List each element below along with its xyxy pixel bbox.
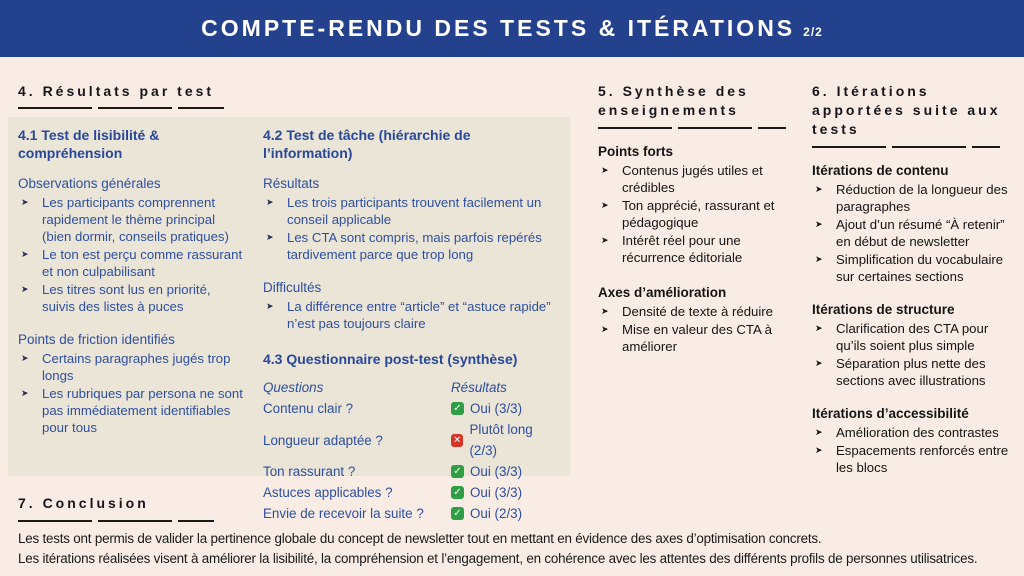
page-title: [201, 15, 823, 42]
list-item: [18, 385, 246, 436]
check-icon: ✓: [451, 486, 464, 499]
list-item: [18, 281, 246, 315]
arrow-bullet-icon: ➤: [601, 306, 609, 316]
list-item: [812, 251, 1012, 285]
result-text: Oui (3/3): [470, 485, 523, 500]
arrow-bullet-icon: ➤: [21, 249, 29, 259]
arrow-bullet-icon: ➤: [266, 301, 274, 311]
list-item-text: Les titres sont lus en priorité, suivis des listes à puces: [42, 282, 211, 314]
conclusion-line: Les tests ont permis de valider la pertinence globale du concept de newsletter tout en mettant en évidence des axes d’optimisation concrets.: [18, 531, 822, 546]
page-number: 2/2: [803, 25, 823, 39]
arrow-bullet-icon: ➤: [815, 219, 823, 229]
heading-4-2: 4.2 Test de tâche (hiérarchie de l’information): [263, 127, 471, 161]
arrow-bullet-icon: ➤: [815, 445, 823, 455]
section-6-title: 6. Itérations apportées suite aux tests: [812, 83, 1001, 137]
section-6-underline: [812, 146, 1000, 148]
questions-column-header: Questions: [263, 380, 324, 395]
section-7-underline: [18, 520, 214, 522]
arrow-bullet-icon: ➤: [815, 184, 823, 194]
list-item: [263, 229, 560, 263]
heading-4-1: 4.1 Test de lisibilité & compréhension: [18, 127, 160, 161]
header-bar: [0, 0, 1024, 57]
task-results-list: [263, 194, 560, 263]
group-label: Points de friction identifiés: [18, 332, 175, 347]
check-icon: ✓: [451, 402, 464, 415]
list-item: [263, 298, 560, 332]
question-text: Contenu clair ?: [263, 401, 354, 416]
list-item-text: Les rubriques par persona ne sont pas immédiatement identifiables pour tous: [42, 386, 243, 435]
list-item: [598, 321, 790, 355]
section-4-title: 4. Résultats par test: [18, 83, 215, 99]
friction-list: [18, 350, 246, 436]
arrow-bullet-icon: ➤: [266, 232, 274, 242]
arrow-bullet-icon: ➤: [815, 358, 823, 368]
arrow-bullet-icon: ➤: [601, 324, 609, 334]
list-item: [812, 181, 1012, 215]
page-title-text: COMPTE-RENDU DES TESTS & ITÉRATIONS: [201, 15, 796, 41]
list-item-text: Ajout d’un résumé “À retenir” en début de newsletter: [836, 217, 1005, 249]
section-4-results: [18, 82, 278, 109]
group-label: Points forts: [598, 144, 674, 159]
questionnaire-header-row: [263, 377, 560, 398]
list-item-text: Mise en valeur des CTA à améliorer: [622, 322, 773, 354]
result-text: Oui (3/3): [470, 464, 523, 479]
result-cell: [451, 461, 522, 482]
question-text: Envie de recevoir la suite ?: [263, 506, 424, 521]
list-item: [812, 320, 1012, 354]
arrow-bullet-icon: ➤: [815, 427, 823, 437]
content-iterations-list: [812, 181, 1012, 285]
list-item: [598, 303, 790, 320]
check-icon: ✓: [451, 465, 464, 478]
strong-points-list: [598, 162, 790, 266]
result-cell: [451, 398, 522, 419]
arrow-bullet-icon: ➤: [601, 200, 609, 210]
questionnaire-row: [263, 398, 560, 419]
list-item: [598, 197, 790, 231]
column-4-1: [18, 126, 246, 476]
cross-icon: ✕: [451, 434, 463, 447]
section-5-body: [598, 143, 790, 355]
list-item-text: Réduction de la longueur des paragraphes: [836, 182, 1008, 214]
result-text: Oui (3/3): [470, 401, 523, 416]
list-item-text: Espacements renforcés entre les blocs: [836, 443, 1009, 475]
arrow-bullet-icon: ➤: [21, 353, 29, 363]
list-item-text: Le ton est perçu comme rassurant et non culpabilisant: [42, 247, 243, 279]
section-5-title: 5. Synthèse des enseignements: [598, 83, 749, 118]
arrow-bullet-icon: ➤: [601, 165, 609, 175]
section-7-conclusion: [18, 494, 1018, 569]
list-item: [598, 232, 790, 266]
list-item-text: Densité de texte à réduire: [622, 304, 774, 319]
arrow-bullet-icon: ➤: [601, 235, 609, 245]
arrow-bullet-icon: ➤: [266, 197, 274, 207]
list-item-text: Séparation plus nette des sections avec illustrations: [836, 356, 986, 388]
question-text: Astuces applicables ?: [263, 485, 393, 500]
group-label: Itérations de contenu: [812, 163, 949, 178]
list-item-text: Contenus jugés utiles et crédibles: [622, 163, 763, 195]
section-5-synthesis: [598, 82, 790, 356]
result-cell: [451, 419, 560, 461]
list-item: [812, 424, 1012, 441]
arrow-bullet-icon: ➤: [21, 197, 29, 207]
result-text: Oui (2/3): [470, 506, 523, 521]
list-item-text: Intérêt réel pour une récurrence éditoriale: [622, 233, 743, 265]
list-item-text: La différence entre “article” et “astuce rapide” n’est pas toujours claire: [287, 299, 551, 331]
list-item-text: Amélioration des contrastes: [836, 425, 999, 440]
questionnaire-row: [263, 461, 560, 482]
section-5-underline: [598, 127, 786, 129]
group-label: Itérations de structure: [812, 302, 955, 317]
list-item: [18, 194, 246, 245]
arrow-bullet-icon: ➤: [815, 254, 823, 264]
section-7-title: 7. Conclusion: [18, 495, 149, 511]
list-item-text: Les participants comprennent rapidement le thème principal (bien dormir, conseils pratiques): [42, 195, 229, 244]
group-label: Résultats: [263, 176, 320, 191]
list-item: [18, 246, 246, 280]
questionnaire-row: [263, 419, 560, 461]
group-label: Difficultés: [263, 280, 322, 295]
observations-list: [18, 194, 246, 315]
list-item: [812, 355, 1012, 389]
accessibility-iterations-list: [812, 424, 1012, 476]
list-item-text: Clarification des CTA pour qu’ils soient plus simple: [836, 321, 989, 353]
heading-4-3: 4.3 Questionnaire post-test (synthèse): [263, 351, 518, 367]
improvement-axes-list: [598, 303, 790, 355]
list-item-text: Les trois participants trouvent facilement un conseil applicable: [287, 195, 542, 227]
check-icon: ✓: [451, 507, 464, 520]
question-text: Ton rassurant ?: [263, 464, 356, 479]
result-text: Plutôt long (2/3): [469, 422, 533, 458]
structure-iterations-list: [812, 320, 1012, 389]
group-label: Observations générales: [18, 176, 161, 191]
list-item-text: Certains paragraphes jugés trop longs: [42, 351, 231, 383]
list-item-text: Simplification du vocabulaire sur certaines sections: [836, 252, 1004, 284]
list-item: [812, 216, 1012, 250]
section-6-iterations: [812, 82, 1012, 477]
section-4-underline: [18, 107, 224, 109]
question-text: Longueur adaptée ?: [263, 432, 383, 448]
results-column-header: Résultats: [451, 380, 507, 395]
list-item-text: Ton apprécié, rassurant et pédagogique: [622, 198, 775, 230]
column-4-2: [263, 126, 560, 521]
list-item-text: Les CTA sont compris, mais parfois repérés tardivement parce que trop long: [287, 230, 542, 262]
list-item: [598, 162, 790, 196]
list-item: [18, 350, 246, 384]
group-label: Itérations d’accessibilité: [812, 406, 969, 421]
list-item: [812, 442, 1012, 476]
conclusion-line: Les itérations réalisées visent à améliorer la lisibilité, la compréhension et l’engagement, en cohérence avec les attentes des différents profils de personnes utilisatrices.: [18, 551, 978, 566]
difficulties-list: [263, 298, 560, 332]
arrow-bullet-icon: ➤: [815, 323, 823, 333]
arrow-bullet-icon: ➤: [21, 388, 29, 398]
group-label: Axes d’amélioration: [598, 285, 727, 300]
list-item: [263, 194, 560, 228]
arrow-bullet-icon: ➤: [21, 284, 29, 294]
section-6-body: [812, 162, 1012, 476]
